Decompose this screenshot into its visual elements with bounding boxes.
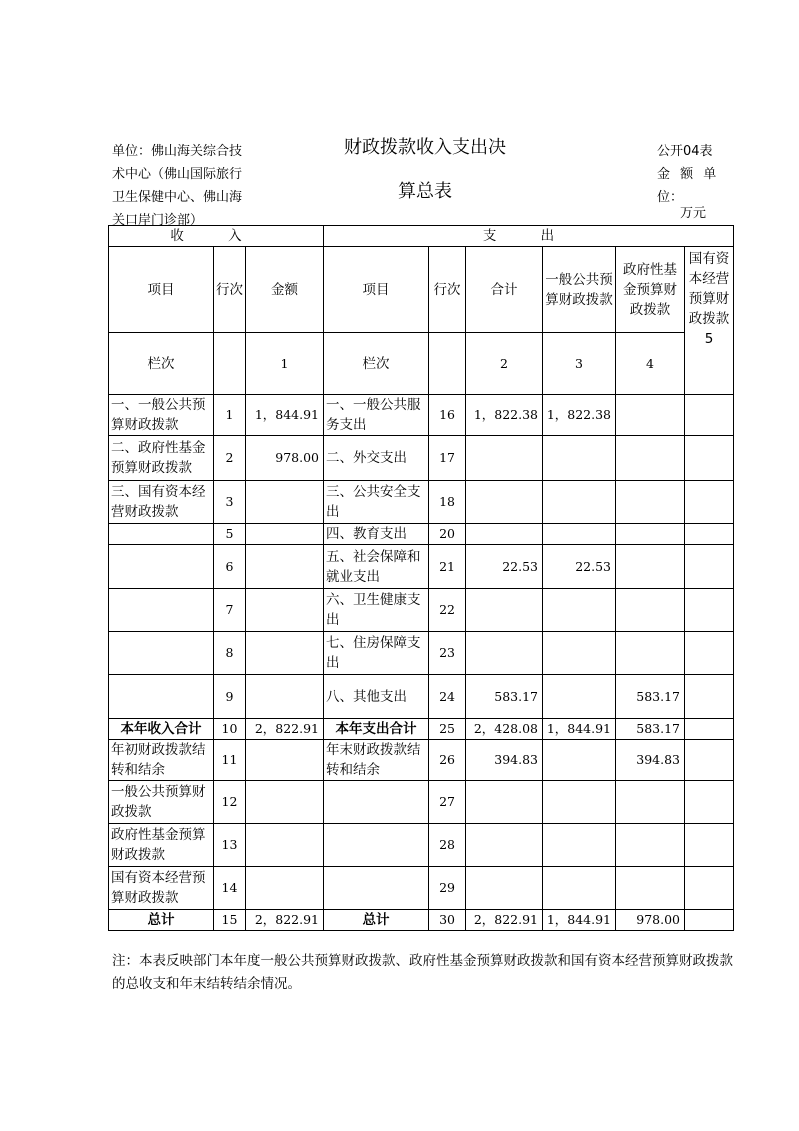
expense-general bbox=[543, 740, 616, 781]
income-item bbox=[109, 632, 214, 675]
unit-value: 万元 bbox=[679, 206, 706, 221]
expense-general bbox=[543, 675, 616, 719]
expense-total bbox=[466, 824, 543, 867]
col-item: 项目 bbox=[324, 247, 429, 333]
income-header: 收 入 bbox=[109, 226, 324, 247]
expense-gov-fund bbox=[616, 632, 685, 675]
expense-item: 四、教育支出 bbox=[324, 524, 429, 545]
table-row bbox=[109, 524, 734, 545]
empty-cell bbox=[429, 333, 466, 395]
expense-total bbox=[466, 589, 543, 632]
income-item: 二、政府性基金预算财政拨款 bbox=[109, 436, 214, 481]
table-row bbox=[109, 781, 734, 824]
expense-total: 2，428.08 bbox=[466, 719, 543, 740]
col-state-capital bbox=[685, 247, 734, 395]
income-line-no: 9 bbox=[214, 675, 246, 719]
income-amount bbox=[246, 867, 324, 910]
expense-total: 583.17 bbox=[466, 675, 543, 719]
expense-line-no: 24 bbox=[429, 675, 466, 719]
table-row bbox=[109, 867, 734, 910]
expense-gov-fund bbox=[616, 545, 685, 589]
col-line: 行次 bbox=[429, 247, 466, 333]
col-line: 行次 bbox=[214, 247, 246, 333]
unit-label-2: 位： bbox=[657, 190, 684, 205]
empty-cell bbox=[214, 333, 246, 395]
income-amount bbox=[246, 481, 324, 524]
income-line-no: 1 bbox=[214, 395, 246, 436]
expense-gov-fund bbox=[616, 867, 685, 910]
unit-line: 关口岸门诊部） bbox=[112, 213, 204, 228]
expense-total: 1，822.38 bbox=[466, 395, 543, 436]
page-title bbox=[320, 126, 530, 214]
income-line-no: 2 bbox=[214, 436, 246, 481]
income-amount bbox=[246, 824, 324, 867]
expense-state-capital bbox=[685, 395, 734, 436]
income-item: 一般公共预算财政拨款 bbox=[109, 781, 214, 824]
table-row bbox=[109, 740, 734, 781]
expense-line-no: 25 bbox=[429, 719, 466, 740]
expense-item: 八、其他支出 bbox=[324, 675, 429, 719]
expense-gov-fund bbox=[616, 395, 685, 436]
expense-general: 1，822.38 bbox=[543, 395, 616, 436]
expense-line-no: 26 bbox=[429, 740, 466, 781]
unit-label: 金 额 单 bbox=[657, 167, 720, 182]
expense-state-capital bbox=[685, 524, 734, 545]
expense-total: 394.83 bbox=[466, 740, 543, 781]
expense-state-capital bbox=[685, 481, 734, 524]
income-line-no: 10 bbox=[214, 719, 246, 740]
table-row bbox=[109, 719, 734, 740]
expense-line-no: 27 bbox=[429, 781, 466, 824]
expense-gov-fund: 978.00 bbox=[616, 910, 685, 931]
table-row bbox=[109, 675, 734, 719]
table-row bbox=[109, 395, 734, 436]
form-number: 公开04表 bbox=[657, 144, 713, 159]
income-line-no: 5 bbox=[214, 524, 246, 545]
expense-general bbox=[543, 524, 616, 545]
column-label: 栏次 bbox=[324, 333, 429, 395]
expense-general: 1，844.91 bbox=[543, 910, 616, 931]
col-general: 一般公共预算财政拨款 bbox=[543, 247, 616, 333]
expense-general: 22.53 bbox=[543, 545, 616, 589]
col-gov-fund: 政府性基金预算财政拨款 bbox=[616, 247, 685, 333]
expense-gov-fund bbox=[616, 436, 685, 481]
expense-general bbox=[543, 589, 616, 632]
expense-gov-fund: 394.83 bbox=[616, 740, 685, 781]
col-no-gov-fund: 4 bbox=[616, 333, 685, 395]
col-no-total: 2 bbox=[466, 333, 543, 395]
expense-total: 2，822.91 bbox=[466, 910, 543, 931]
income-item: 政府性基金预算财政拨款 bbox=[109, 824, 214, 867]
expense-state-capital bbox=[685, 867, 734, 910]
income-amount bbox=[246, 740, 324, 781]
expense-general bbox=[543, 436, 616, 481]
income-amount: 978.00 bbox=[246, 436, 324, 481]
expense-gov-fund bbox=[616, 524, 685, 545]
expense-item bbox=[324, 867, 429, 910]
income-item bbox=[109, 589, 214, 632]
unit-line: 单位：佛山海关综合技 bbox=[112, 144, 243, 159]
form-info bbox=[657, 140, 721, 209]
col-amount: 金额 bbox=[246, 247, 324, 333]
expense-item bbox=[324, 781, 429, 824]
income-item: 国有资本经营预算财政拨款 bbox=[109, 867, 214, 910]
expense-general bbox=[543, 632, 616, 675]
expense-state-capital bbox=[685, 910, 734, 931]
expense-item: 一、一般公共服务支出 bbox=[324, 395, 429, 436]
col-state-capital-label: 国有资本经营预算财政拨款 bbox=[688, 251, 730, 327]
expense-line-no: 29 bbox=[429, 867, 466, 910]
expense-total: 22.53 bbox=[466, 545, 543, 589]
expense-item: 本年支出合计 bbox=[324, 719, 429, 740]
expense-header: 支 出 bbox=[324, 226, 734, 247]
table-note: 注：本表反映部门本年度一般公共预算财政拨款、政府性基金预算财政拨款和国有资本经营预算财政拨款的总收支和年末结转结余情况。 bbox=[112, 953, 733, 992]
expense-total bbox=[466, 781, 543, 824]
income-item: 三、国有资本经营财政拨款 bbox=[109, 481, 214, 524]
expense-gov-fund bbox=[616, 481, 685, 524]
title-line: 财政拨款收入支出决 bbox=[344, 137, 506, 158]
income-amount bbox=[246, 675, 324, 719]
income-line-no: 14 bbox=[214, 867, 246, 910]
income-item bbox=[109, 545, 214, 589]
unit-line: 卫生保健中心、佛山海 bbox=[112, 190, 243, 205]
expense-line-no: 21 bbox=[429, 545, 466, 589]
expense-line-no: 30 bbox=[429, 910, 466, 931]
expense-item: 总计 bbox=[324, 910, 429, 931]
expense-general bbox=[543, 481, 616, 524]
income-line-no: 6 bbox=[214, 545, 246, 589]
expense-line-no: 23 bbox=[429, 632, 466, 675]
col-no-state-capital: 5 bbox=[704, 331, 714, 347]
income-line-no: 3 bbox=[214, 481, 246, 524]
expense-state-capital bbox=[685, 781, 734, 824]
income-line-no: 12 bbox=[214, 781, 246, 824]
income-line-no: 8 bbox=[214, 632, 246, 675]
expense-total bbox=[466, 632, 543, 675]
expense-state-capital bbox=[685, 589, 734, 632]
table-row bbox=[109, 481, 734, 524]
income-line-no: 13 bbox=[214, 824, 246, 867]
expense-line-no: 18 bbox=[429, 481, 466, 524]
expense-gov-fund bbox=[616, 589, 685, 632]
expense-general bbox=[543, 781, 616, 824]
expense-line-no: 22 bbox=[429, 589, 466, 632]
title-line: 算总表 bbox=[398, 181, 452, 202]
expense-general: 1，844.91 bbox=[543, 719, 616, 740]
expense-item: 七、住房保障支出 bbox=[324, 632, 429, 675]
expense-total bbox=[466, 867, 543, 910]
table-row bbox=[109, 910, 734, 931]
income-line-no: 7 bbox=[214, 589, 246, 632]
expense-line-no: 16 bbox=[429, 395, 466, 436]
expense-state-capital bbox=[685, 824, 734, 867]
income-item: 总计 bbox=[109, 910, 214, 931]
expense-item bbox=[324, 824, 429, 867]
expense-total bbox=[466, 481, 543, 524]
expense-item: 五、社会保障和就业支出 bbox=[324, 545, 429, 589]
column-label: 栏次 bbox=[109, 333, 214, 395]
expense-state-capital bbox=[685, 675, 734, 719]
table-row bbox=[109, 589, 734, 632]
table-row bbox=[109, 632, 734, 675]
income-line-no: 15 bbox=[214, 910, 246, 931]
col-total: 合计 bbox=[466, 247, 543, 333]
income-amount: 2，822.91 bbox=[246, 719, 324, 740]
table-row bbox=[109, 824, 734, 867]
expense-total bbox=[466, 524, 543, 545]
income-item bbox=[109, 675, 214, 719]
expense-state-capital bbox=[685, 740, 734, 781]
col-item: 项目 bbox=[109, 247, 214, 333]
expense-gov-fund: 583.17 bbox=[616, 675, 685, 719]
expense-line-no: 28 bbox=[429, 824, 466, 867]
income-item: 年初财政拨款结转和结余 bbox=[109, 740, 214, 781]
income-amount bbox=[246, 632, 324, 675]
expense-gov-fund bbox=[616, 824, 685, 867]
col-no-amount: 1 bbox=[246, 333, 324, 395]
unit-info bbox=[112, 140, 262, 232]
expense-general bbox=[543, 867, 616, 910]
income-amount bbox=[246, 524, 324, 545]
expense-item: 二、外交支出 bbox=[324, 436, 429, 481]
income-item: 一、一般公共预算财政拨款 bbox=[109, 395, 214, 436]
expense-gov-fund bbox=[616, 781, 685, 824]
expense-state-capital bbox=[685, 719, 734, 740]
expense-item: 六、卫生健康支出 bbox=[324, 589, 429, 632]
income-amount: 2，822.91 bbox=[246, 910, 324, 931]
col-no-general: 3 bbox=[543, 333, 616, 395]
income-item bbox=[109, 524, 214, 545]
expense-general bbox=[543, 824, 616, 867]
expense-state-capital bbox=[685, 436, 734, 481]
income-amount bbox=[246, 589, 324, 632]
income-amount bbox=[246, 545, 324, 589]
expense-line-no: 17 bbox=[429, 436, 466, 481]
income-line-no: 11 bbox=[214, 740, 246, 781]
expense-state-capital bbox=[685, 545, 734, 589]
unit-line: 术中心（佛山国际旅行 bbox=[112, 167, 243, 182]
expense-total bbox=[466, 436, 543, 481]
expense-item: 年末财政拨款结转和结余 bbox=[324, 740, 429, 781]
expense-item: 三、公共安全支出 bbox=[324, 481, 429, 524]
table-row bbox=[109, 436, 734, 481]
budget-table bbox=[108, 225, 734, 931]
expense-state-capital bbox=[685, 632, 734, 675]
table-row bbox=[109, 545, 734, 589]
income-amount bbox=[246, 781, 324, 824]
expense-gov-fund: 583.17 bbox=[616, 719, 685, 740]
income-amount: 1，844.91 bbox=[246, 395, 324, 436]
income-item: 本年收入合计 bbox=[109, 719, 214, 740]
expense-line-no: 20 bbox=[429, 524, 466, 545]
